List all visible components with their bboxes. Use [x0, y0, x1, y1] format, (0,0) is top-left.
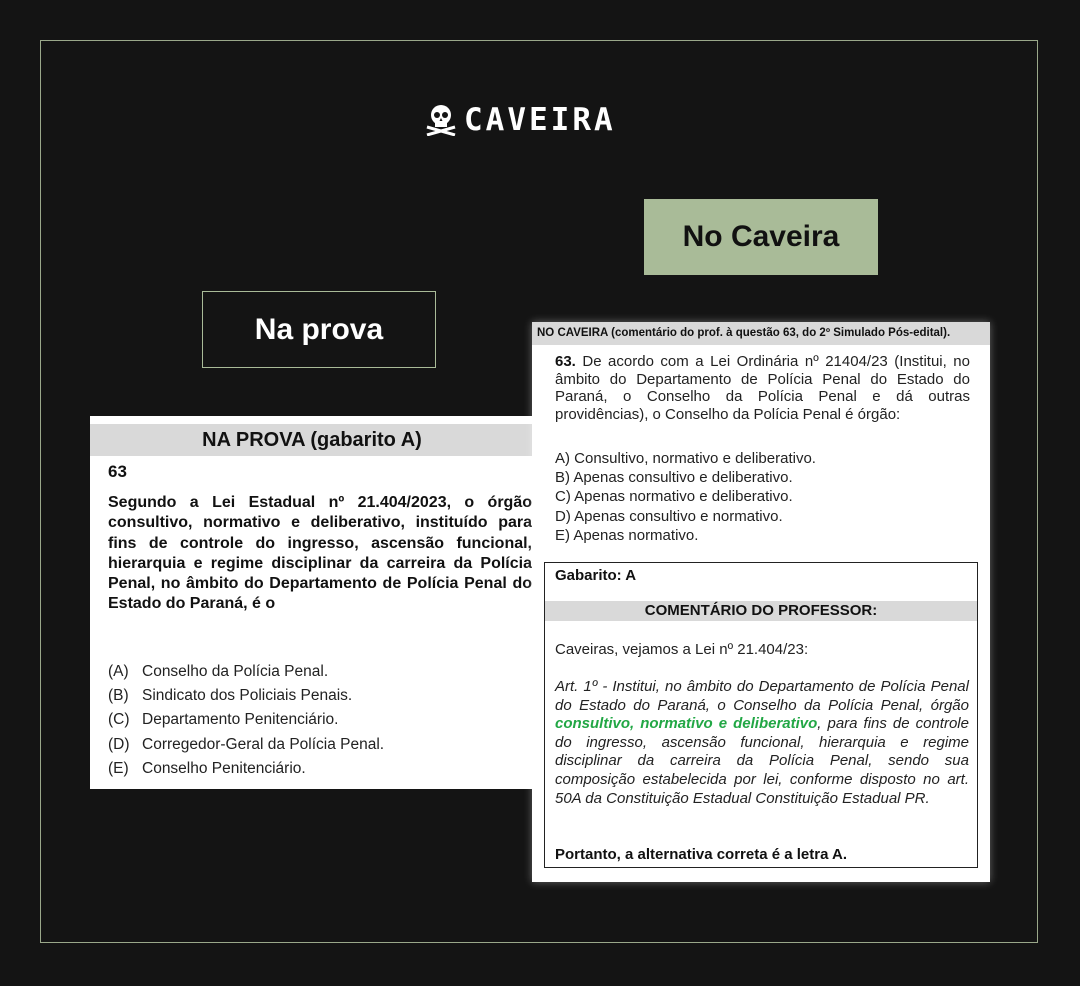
exam-option: (E) Conselho Penitenciário. — [108, 759, 306, 777]
caveira-option: B) Apenas consultivo e deliberativo. — [555, 469, 793, 487]
caveira-option: E) Apenas normativo. — [555, 526, 699, 544]
caveira-option: A) Consultivo, normativo e deliberativo. — [555, 450, 816, 467]
answer-key: Gabarito: A — [555, 567, 637, 584]
exam-question-number: 63 — [108, 462, 127, 481]
caveira-option: C) Apenas normativo e deliberativo. — [555, 488, 793, 506]
exam-card-header: NA PROVA (gabarito A) — [90, 424, 534, 456]
na-prova-badge: Na prova — [202, 291, 436, 368]
exam-option: (A) Conselho da Polícia Penal. — [108, 663, 329, 680]
answer-comment-box — [544, 562, 978, 868]
caveira-options — [555, 449, 816, 545]
caveira-question-card — [532, 322, 990, 882]
comment-header: COMENTÁRIO DO PROFESSOR: — [545, 601, 977, 621]
caveira-option: D) Apenas consultivo e normativo. — [555, 507, 783, 525]
exam-options — [108, 660, 384, 781]
brand-logo — [424, 100, 616, 140]
exam-question-stem: Segundo a Lei Estadual nº 21.404/2023, o órgão consultivo, normativo e deliberativo, instituído para fins de controle do ingresso, ascensão funcional, hierarquia e regime disciplinar da carreira da Polícia Penal, no âmbito do Departamento de Polícia Penal do Estado do Paraná, é o — [108, 494, 532, 613]
exam-question-card — [90, 416, 534, 789]
exam-option: (B) Sindicato dos Policiais Penais. — [108, 687, 353, 705]
comment-intro: Caveiras, vejamos a Lei nº 21.404/23: — [555, 641, 809, 658]
caveira-card-header: NO CAVEIRA (comentário do prof. à questão 63, do 2º Simulado Pós-edital). — [532, 322, 990, 345]
caveira-question: 63. De acordo com a Lei Ordinária nº 21404/23 (Institui, no âmbito do Departamento de Polícia Penal do Estado do Paraná, o Conselho da Polícia Penal e dá outras providências), o Conselho da Polícia Penal é órgão: — [555, 353, 970, 423]
highlighted-text: consultivo, normativo e deliberativo — [555, 715, 818, 733]
skull-icon — [424, 104, 458, 136]
law-article: Art. 1º - Institui, no âmbito do Departamento de Polícia Penal do Estado do Paraná, o Conselho da Polícia Penal, órgão consultivo, normativo e deliberativo, para fins de controle do ingresso, ascensão funcional, hierarquia e regime disciplinar da carreira da Polícia Penal, sendo sua composição estabelecida por lei, conforme disposto no art. 50A da Constituição Estadual Constituição Estadual PR. — [555, 678, 969, 807]
exam-option: (D) Corregedor-Geral da Polícia Penal. — [108, 735, 385, 753]
comment-conclusion: Portanto, a alternativa correta é a letra A. — [555, 846, 848, 863]
brand-name: CAVEIRA — [464, 102, 616, 138]
exam-option: (C) Departamento Penitenciário. — [108, 711, 339, 729]
no-caveira-badge: No Caveira — [644, 199, 878, 275]
